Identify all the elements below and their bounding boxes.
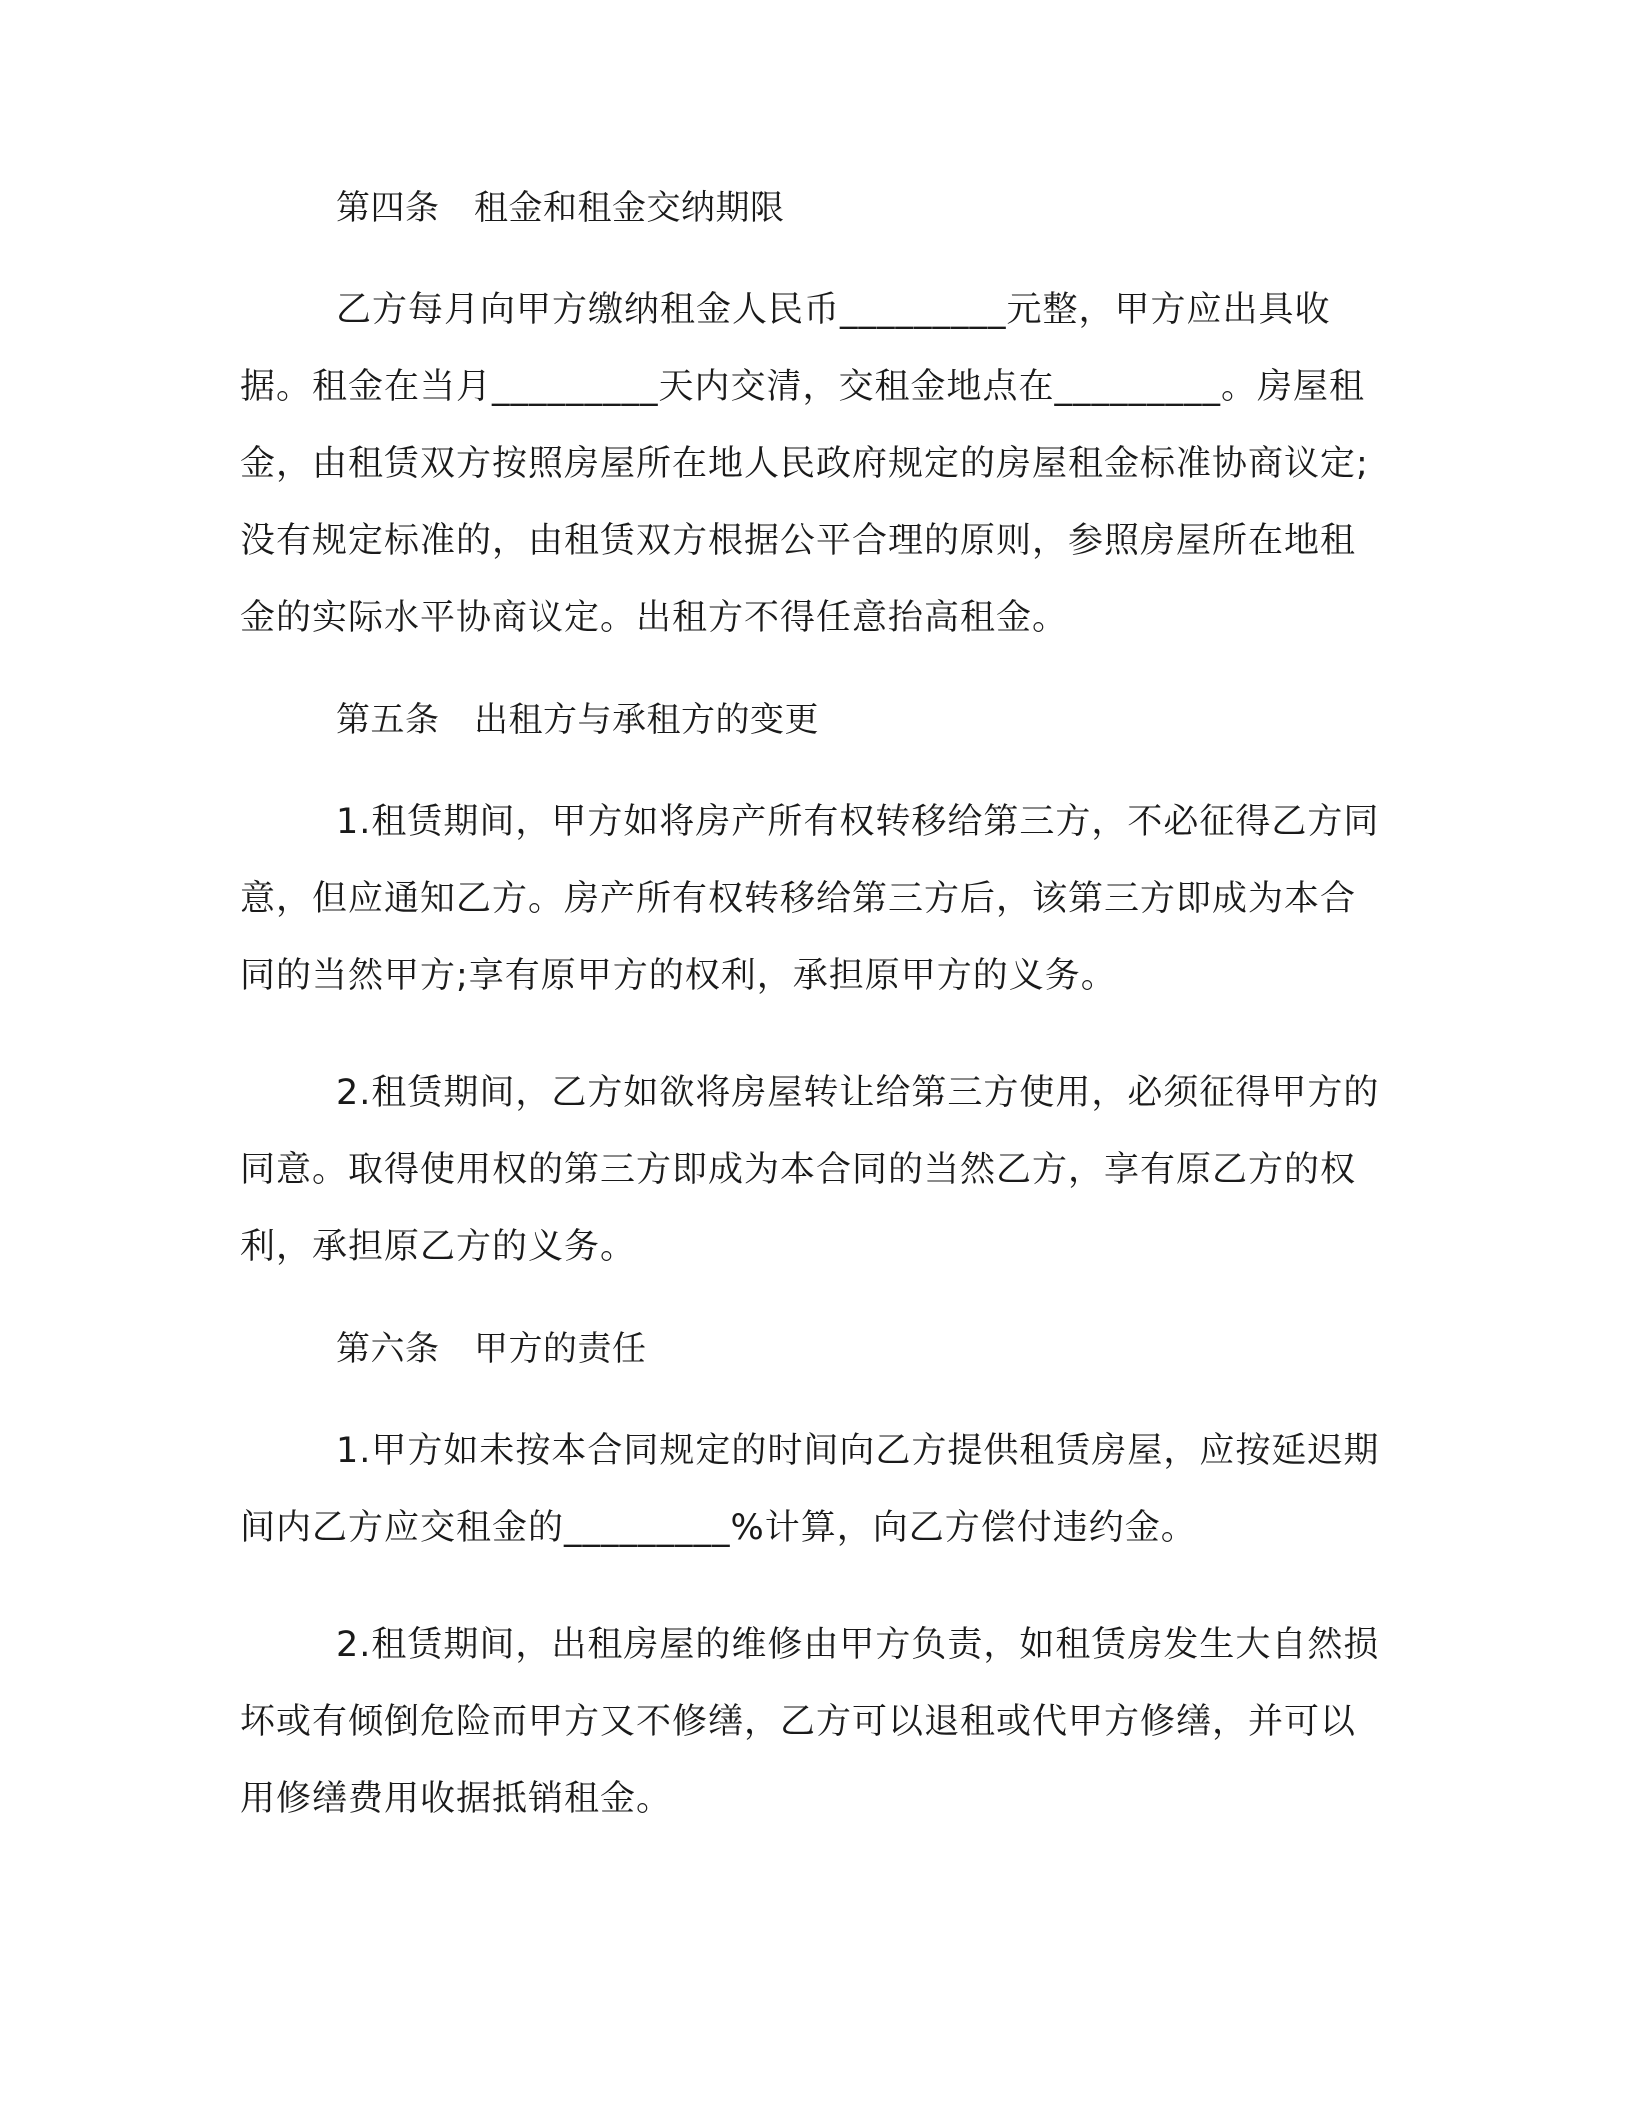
article-4-heading: 第四条 租金和租金交纳期限 xyxy=(336,188,785,228)
article-5-heading: 第五条 出租方与承租方的变更 xyxy=(336,700,819,740)
article-6-heading: 第六条 甲方的责任 xyxy=(336,1329,647,1369)
article-4-paragraph: 乙方每月向甲方缴纳租金人民币_________元整，甲方应出具收据。租金在当月_________天内交清，交租金地点在_________。房屋租金，由租赁双方按照房屋所在地人民政府规定的房屋租金标准协商议定;没有规定标准的，由租赁双方根据公平合理的原则，参照房屋所在地租金的实际水平协商议定。出租方不得任意抬高租金。 xyxy=(240,290,1369,638)
article-5-item-2: 2.租赁期间，乙方如欲将房屋转让给第三方使用，必须征得甲方的同意。取得使用权的第三方即成为本合同的当然乙方，享有原乙方的权利，承担原乙方的义务。 xyxy=(240,1073,1380,1267)
article-5-item-1: 1.租赁期间，甲方如将房产所有权转移给第三方，不必征得乙方同意，但应通知乙方。房产所有权转移给第三方后，该第三方即成为本合同的当然甲方;享有原甲方的权利，承担原甲方的义务。 xyxy=(240,802,1380,996)
article-6-item-2: 2.租赁期间，出租房屋的维修由甲方负责，如租赁房发生大自然损坏或有倾倒危险而甲方又不修缮，乙方可以退租或代甲方修缮，并可以用修缮费用收据抵销租金。 xyxy=(240,1625,1380,1819)
article-6-item-1: 1.甲方如未按本合同规定的时间向乙方提供租赁房屋，应按延迟期间内乙方应交租金的_________%计算，向乙方偿付违约金。 xyxy=(240,1431,1380,1548)
document-body xyxy=(240,188,1385,1838)
